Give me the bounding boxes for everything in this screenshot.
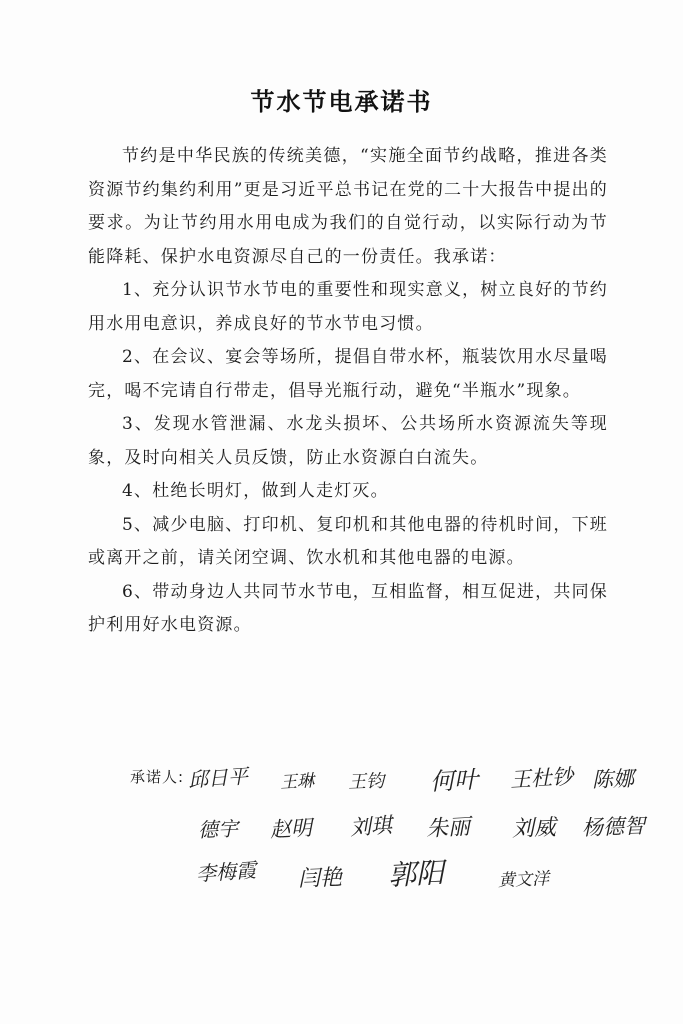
signature-16: 黄文洋: [497, 869, 550, 891]
signature-6: 陈娜: [591, 766, 635, 792]
signature-14: 闫艳: [297, 865, 343, 892]
pledge-item-3: 3、发现水管泄漏、水龙头损坏、公共场所水资源流失等现象，及时向相关人员反馈，防止水资源白白流失。: [88, 414, 608, 468]
pledge-item-5: 5、减少电脑、打印机、复印机和其他电器的待机时间，下班或离开之前，请关闭空调、饮水机和其他电器的电源。: [88, 514, 608, 568]
pledge-label: 承诺人:: [130, 768, 185, 786]
intro-paragraph: 节约是中华民族的传统美德，“实施全面节约战略，推进各类资源节约集约利用”更是习近平总书记在党的二十大报告中提出的要求。为让节约用水用电成为我们的自觉行动，以实际行动为节能降耗、保护水电资源尽自己的一份责任。我承诺：: [88, 146, 608, 267]
signature-3: 王钧: [347, 770, 385, 793]
signature-8: 赵明: [269, 815, 313, 842]
document-title: 节水节电承诺书: [250, 88, 433, 116]
signature-13: 李梅霞: [195, 857, 257, 886]
signature-4: 何叶: [429, 765, 479, 796]
signature-7: 德宇: [197, 816, 239, 842]
signature-2: 王琳: [279, 771, 315, 793]
signature-5: 王杜钞: [509, 764, 574, 792]
signature-10: 朱丽: [425, 814, 471, 842]
signature-12: 杨德智: [581, 813, 646, 840]
signature-1: 邱日平: [187, 763, 249, 792]
pledge-item-2: 2、在会议、宴会等场所，提倡自带水杯，瓶装饮用水尽量喝完，喝不完请自行带走，倡导光瓶行动，避免“半瓶水”现象。: [88, 347, 608, 401]
signature-11: 刘威: [511, 815, 557, 842]
pledge-item-4: 4、杜绝长明灯，做到人走灯灭。: [122, 481, 389, 501]
signature-9: 刘琪: [349, 813, 393, 840]
pledge-item-6: 6、带动身边人共同节水节电，互相监督，相互促进，共同保护利用好水电资源。: [88, 581, 608, 635]
pledge-item-1: 1、充分认识节水节电的重要性和现实意义，树立良好的节约用水用电意识，养成良好的节水节电习惯。: [88, 280, 608, 334]
signature-15: 郭阳: [387, 856, 445, 892]
document-body: [88, 140, 608, 643]
